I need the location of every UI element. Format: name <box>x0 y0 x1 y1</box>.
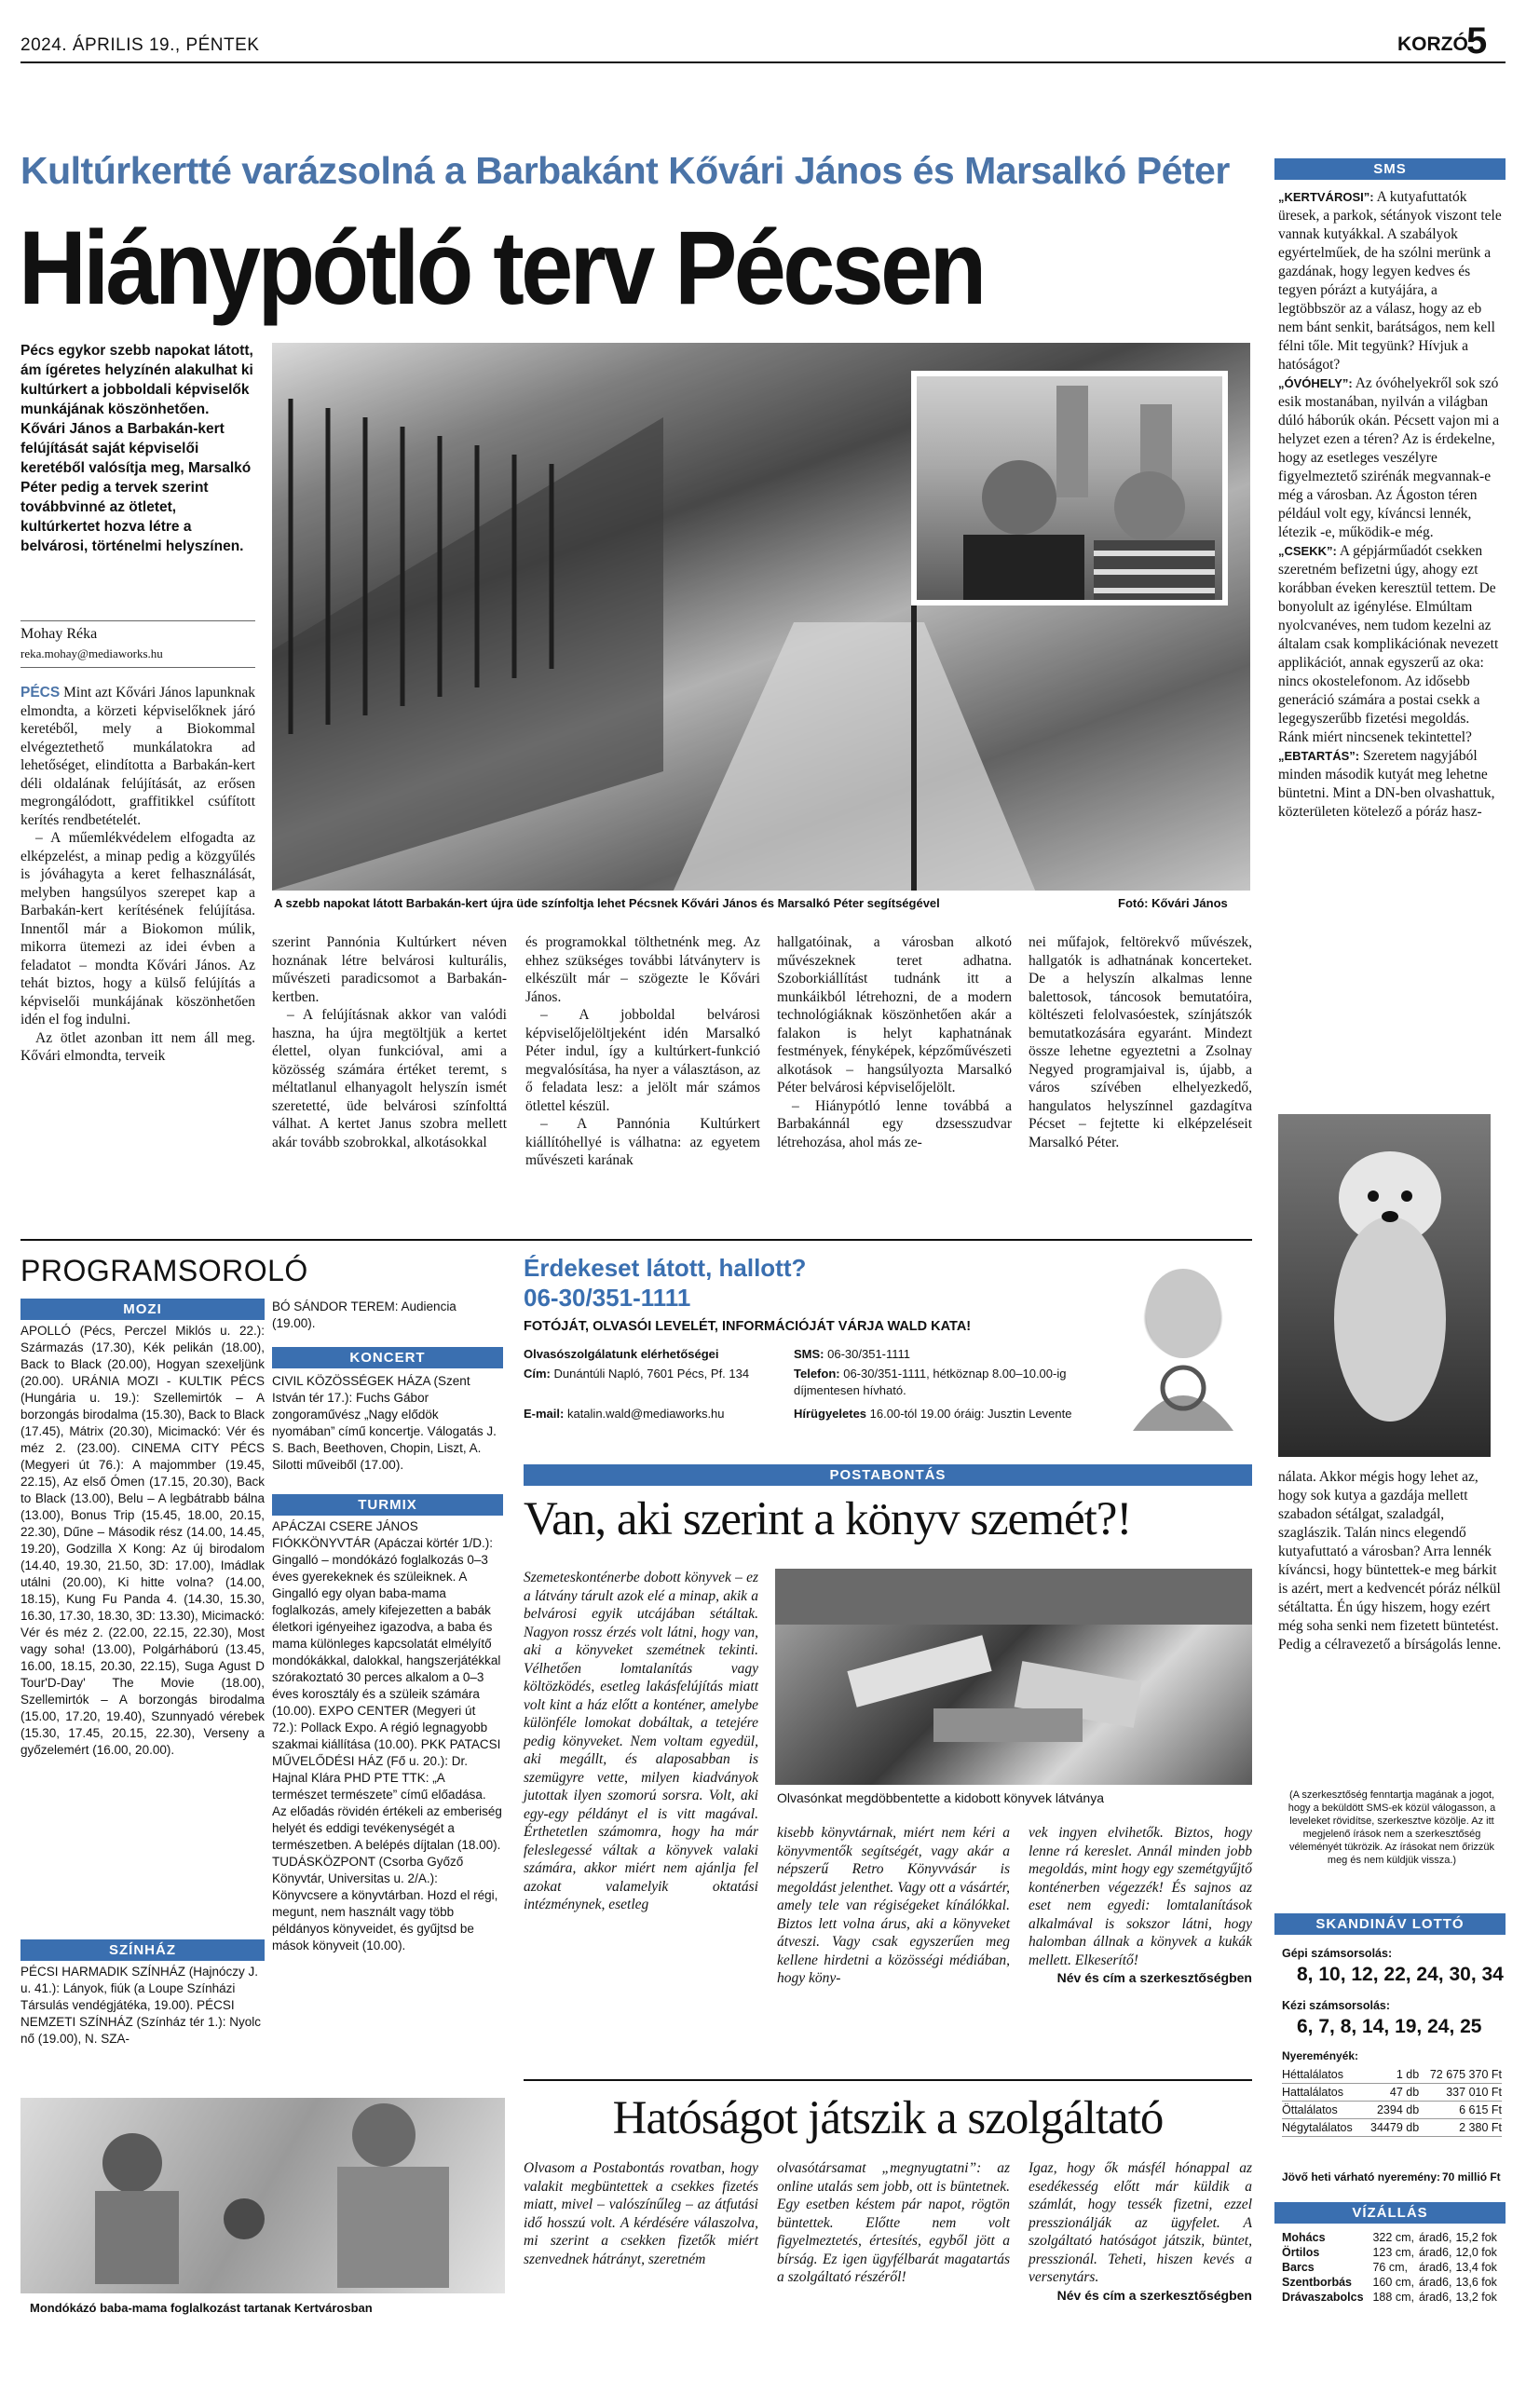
szinhaz-listing: PÉCSI HARMADIK SZÍNHÁZ (Hajnóczy J. u. 41.): Lányok, fiúk (a Loupe Színházi Társulás vendégjátéka, 19.00). PÉCSI NEMZETI SZÍNHÁZ (Színház tér 1.): Nyolc nő (19.00), N. SZA- <box>20 1965 262 2046</box>
lotto-prize: 6 615 Ft <box>1419 2102 1502 2119</box>
water-temp: 13,6 fok <box>1455 2276 1497 2289</box>
dateline: PÉCS <box>20 685 61 701</box>
water-place: Drávaszabolcs <box>1282 2291 1364 2304</box>
page-number: 5 <box>1466 20 1488 61</box>
sms-entry-tag: „CSEKK”: <box>1278 544 1337 558</box>
article-author-email: reka.mohay@mediaworks.hu <box>20 646 163 660</box>
babymama-photo <box>20 2098 505 2293</box>
wald-kata-portrait <box>1114 1248 1252 1431</box>
contact-tel-label: Telefon: <box>794 1367 840 1381</box>
article-col1-para2: – A műemlékvédelem elfogadta az elképzelést, a minap pedig a közgyűlés is jóváhagyta a keret felhasználását, melyben hangsúlyos szerepet kap a Barbakán-kert kerítésének felújítása. Innentől már a Biokomon múlik, mikorra ütemezi az idei évben a feladatot – mondta Kővári János. Az tehát biztos, hogy a külső felújítás a képviselői munkájának köszönhetően idén el fog indulni. <box>20 830 255 1027</box>
hatosag-column-1: Olvasom a Postabontás rovatban, hogy valakit megbüntettek a csekkes fizetés miatt, mivel – valószínűleg – az átfutási idő hosszú volt. A kérdésére válaszolva, mi szerint a csekken fizetők miért szenvednek hátrányt, szeretném <box>524 2160 758 2267</box>
contact-subtitle: FOTÓJÁT, OLVASÓI LEVELÉT, INFORMÁCIÓJÁT VÁRJA WALD KATA! <box>524 1319 972 1334</box>
contact-email-label: E-mail: <box>524 1407 565 1421</box>
sms-entry <box>1278 542 1502 747</box>
sms-continuation: nálata. Akkor mégis hogy lehet az, hogy sok kutya a gazdája mellett szabadon sétálgat, szaladgál, szaglászik. Talán nincs elegendő kutyafuttató a városban? Arra lennék kíváncsi, hogy büntettek-e meg bárkit is azért, mert a kedvencét póráz nélkül sétáltatta. Én úgy hiszem, hogy ezért még soha senki nem fizetett büntetést. Pedig a célravezető a bírságolás lenne. <box>1278 1469 1502 1653</box>
sms-entry <box>1278 374 1502 542</box>
postabontas-headline: Van, aki szerint a könyv szemét?! <box>524 1493 1132 1545</box>
sms-entry-tag: „KERTVÁROSI”: <box>1278 190 1374 204</box>
koncert-listing: CIVIL KÖZÖSSÉGEK HÁZA (Szent István tér 17.): Fuchs Gábor zongoraművész „Nagy elődök nyomában” című koncertje. Válogatás J. S. Bach, Beethoven, Chopin, Liszt, A. Silotti műveiből (17.00). <box>272 1374 497 1472</box>
contact-hotline-value: 16.00-tól 19.00 óráig: Jusztin Levente <box>869 1407 1072 1421</box>
sms-entry-text: Az óvóhelyekről sok szó esik mostanában, nyilván a világban dúló háborúk okán. Pécsett vajon mi a helyzet ezen a téren? Az is érdekelne, hogy az esetleges veszélyre figyelmeztető szirénák megvannak-e még a városban. Az Ágoston téren például volt egy, kíváncsi lennék, létezik -e, működik-e még. <box>1278 375 1500 540</box>
program-col2-top: BÓ SÁNDOR TEREM: Audiencia (19.00). <box>272 1299 456 1330</box>
lotto-hits: Héttalálatos <box>1282 2066 1363 2084</box>
mozi-header: MOZI <box>20 1299 265 1320</box>
main-photo-caption: A szebb napokat látott Barbakán-kert újra üde színfoltja lehet Pécsnek Kővári János és Marsalkó Péter segítségével <box>274 896 940 910</box>
contact-tel-value: 06-30/351-1111, hétköznap 8.00–10.00-ig díjmentesen hívható. <box>794 1367 1067 1397</box>
turmix-header: TURMIX <box>272 1494 503 1516</box>
water-trend: árad6, <box>1418 2231 1452 2244</box>
table-row <box>1282 2230 1502 2245</box>
article-col3-para3: – A Pannónia Kultúrkert kiállítóhellyé is válhatna: az egyetem művészeti karának <box>525 1116 760 1168</box>
lotto-prize: 2 380 Ft <box>1419 2119 1502 2137</box>
water-temp: 12,0 fok <box>1455 2246 1497 2259</box>
author-divider <box>20 667 255 668</box>
sms-column <box>1278 188 1502 822</box>
table-row <box>1282 2084 1502 2102</box>
article-column-3 <box>525 933 760 1170</box>
lotto-gepi-label: Gépi számsorsolás: <box>1282 1947 1393 1960</box>
hatosag-column-3 <box>1029 2159 1252 2305</box>
water-temp: 13,4 fok <box>1455 2261 1497 2274</box>
mozi-listing: APOLLÓ (Pécs, Perczel Miklós u. 22.): Származás (17.30), Kék pelikán (18.00), Back to Black (20.00), Hogyan szexeljünk (20.00). URÁNIA MOZI - KULTIK PÉCS (Hungária u. 19.): Szellemirtók – A borzongás birodalma (15.30), Back to Black (17.45), Mátrix (20.30), Micimackó: Vér és méz 2. (23.00). CINEMA CITY PÉCS (Megyeri út 76.): A majommber (19.45, 22.15), Az első Ómen (17.15, 20.30), Back to Black (13.00), Belu – A legbátrabb bálna (13.00), Bonus Trip (15.45, 18.00, 20.15, 22.30), Dűne – Második rész (14.00, 14.45, 19.20), Godzilla X Kong: Az új birodalom (14.40, 19.30, 21.50, 3D: 17.00), Imádlak utálni (20.00), Ki hitte volna? (14.00, 18.15), Kung Fu Panda 4. (14.30, 15.30, 16.30, 17.30, 18.30, 3D: 13.30), Micimackó: Vér és méz 2. (22.00, 22.15, 22.30), Most vagy soha! (13.00), Polgárháború (13.45, 16.00, 18.15, 20.30, 22.15), Suga Agust D Tour'D-Day' The Movie (18.00), Szellemirtók – A borzongás birodalma (15.00, 17.20, 19.40), Szunnyadó vérebek (15.30, 17.45, 20.15, 22.30), Verseny a győzelemért (16.00, 20.00). <box>20 1324 265 1757</box>
trash-books-photo <box>775 1569 1252 1785</box>
contact-sms-value: 06-30/351-1111 <box>827 1347 911 1361</box>
water-place: Barcs <box>1282 2261 1315 2274</box>
lotto-prize-label: Nyereményék: <box>1282 2049 1359 2062</box>
contact-sms-label: SMS: <box>794 1347 824 1361</box>
lotto-table <box>1282 2066 1502 2137</box>
contact-hotline-label: Hírügyeletes <box>794 1407 867 1421</box>
hatosag-column-2: olvasótársamat „megnyugtatni”: az online utalás sem jobb, ott is büntetnek. Egy esetben késtem pár napot, rögtön büntettek. Előtte nem volt figyelmeztetés, értesítés, egyből jött a bírság. Ez igen ügyfélbarát magatartás a szolgáltató részéről! <box>777 2160 1010 2285</box>
table-row <box>1282 2260 1502 2275</box>
hatosag-col3-text: Igaz, hogy ők másfél hónappal az esedékesség előtt már küldik a számlát, hogy tessék fizetni, ezzel presszionálják az ügyfelet. A szolgáltató hatóságot játszik, büntet, presszionál. Teheti, hiszen kevés a versenytárs. <box>1029 2160 1252 2285</box>
contact-email-value[interactable]: katalin.wald@mediaworks.hu <box>566 1407 725 1421</box>
sms-entry-text: A gépjárműadót csekken szeretném befizetni úgy, ahogy ezt korábban éveken keresztül tettem. De bonyolult az igénylése. Elmúltam nyolcvanéves, nem tudom kezelni az általam csak komplikációnak nevezett applikációt, annak egyszerű az oka: nincs okostelefonom. Az idősebb generáció számára a postai csekk a legegyszerűbb fizetési megoldás. Ránk miért nincsenek tekintettel? <box>1278 543 1499 745</box>
article-column-2 <box>272 933 507 1151</box>
article-col3-para2: – A jobboldal belvárosi képviselőjelöltjeként idén Marsalkó Péter indul, így a kultúrkert-funkció megvalósítása, ha nyer a választáson, az ő feladata lesz: a jelölt már számos ötlettel készül. <box>525 1007 760 1114</box>
lotto-hits: Négytalálatos <box>1282 2119 1363 2137</box>
article-col5-para1: nei műfajok, feltörekvő művészek, hallgatók is adhatnának koncerteket. De a helyszín alkalmas lenne balettosok, táncosok bemutatóira, költészeti felolvasóestek, színjátszók bemutatkozására egyaránt. Mindezt össze lehetne egyeztetni a Zsolnay Negyed programjaival is, újabb, a város szívében elhelyezkedő, hangulatos helyszínnel gazdagítva Pécset – fejtette ki elképzeléseit Marsalkó Péter. <box>1029 934 1252 1150</box>
contact-email <box>524 1407 725 1421</box>
turmix-listing: APÁCZAI CSERE JÁNOS FIÓKKÖNYVTÁR (Apáczai körtér 1/D.): Gingalló – mondókázó foglalkozás 0–3 éves gyerekeknek és szüleiknek. A Gingalló egy olyan baba-mama foglalkozás, amely kifejezetten a babák életkori igényeihez igazodva, a baba és mama különleges kapcsolatát elmélyítő mondókákkal, dalokkal, hangszerjátékkal szórakoztató 30 perces alkalom a 0–3 éves korosztály és a szüleik számára (10.00). EXPO CENTER (Megyeri út 72.): Pollack Expo. A régió legnagyobb szakmai kiállítása (10.00). PKK PATACSI MŰVELŐDÉSI HÁZ (Fő u. 20.): Dr. Hajnal Klára PHD PTE TTK: „A természet természete” című előadása. Az előadás rövidén értékeli az emberiség helyét és eddigi tevékenységét a természetben. A belépés díjtalan (18.00). TUDÁSKÖZPONT (Csorba Győző Könyvtár, Universitas u. 2/A.): Könyvcsere a könyvtárban. Hozd el régi, megunt, nem használt vagy több példányos könyveidet, és gyűjtsd be mások könyveit (10.00). <box>272 1519 502 1952</box>
portrait-illustration <box>1114 1248 1252 1431</box>
water-place: Szentborbás <box>1282 2276 1353 2289</box>
article-author: Mohay Réka <box>20 626 98 642</box>
trash-books-illustration <box>775 1569 1252 1785</box>
lotto-count: 34479 db <box>1363 2119 1419 2137</box>
hatosag-headline: Hatóságot játszik a szolgáltató <box>612 2092 1164 2144</box>
table-row <box>1282 2290 1502 2305</box>
water-trend: árad6, <box>1418 2291 1452 2304</box>
water-trend: árad6, <box>1418 2261 1452 2274</box>
water-place: Mohács <box>1282 2231 1326 2244</box>
contact-title: Érdekeset látott, hallott? <box>524 1254 807 1282</box>
table-row <box>1282 2245 1502 2260</box>
postabontas-signature: Név és cím a szerkesztőségben <box>1056 1970 1252 1985</box>
postabontas-col3-text: vek ingyen elvihetők. Biztos, hogy lenne rá kereslet. Annál minden jobb megoldás, mint hogy egy szemétgyűjtő konténerben végezzék! És sajnos az eset nem egyedi: lomtalanítások alkalmával is sokszor látni, hogy halomban állnak a könyvek a kukák mellett. Elkeserítő! <box>1029 1825 1252 1968</box>
sms-header: SMS <box>1274 158 1506 180</box>
section-divider <box>20 1239 1252 1241</box>
postabontas-header: POSTABONTÁS <box>524 1464 1252 1486</box>
babymama-illustration <box>20 2098 505 2293</box>
article-col4-para1: hallgatóinak, a városban alkotó művészeknek teret adhatna. Szoborkiállítást tudnánk itt a munkáikból létrehozni, de a modern technológiáknak köszönhetően akár a falakon is helyt kaphatnának festmények, fényképek, képzőművészeti alkotások – hangsúlyozta Marsalkó Péter belvárosi képviselőjelölt. <box>777 934 1012 1095</box>
water-level: 188 cm, <box>1372 2291 1414 2304</box>
water-trend: árad6, <box>1418 2246 1452 2259</box>
article-col1-para3: Az ötlet azonban itt nem áll meg. Kővári elmondta, terveik <box>20 1029 255 1064</box>
sms-entry <box>1278 188 1502 374</box>
article-col2-para2: – A felújításnak akkor van valódi haszna, ha újra megtöltjük a kertet élettel, olyan funkcióval, ami a közösség számára értéket teremt, s méltatlanul elhanyagolt helyszín ismét szeretetté, üde belvárosi színfolttá válhat. A kertet Janus szobra mellett akár tovább szobrokkal, alkotásokkal <box>272 1007 507 1150</box>
inset-photo-portraits <box>911 371 1228 605</box>
contact-address <box>524 1366 766 1382</box>
article-lead: Pécs egykor szebb napokat látott, ám ígéretes helyzínén alakulhat ki kultúrkert a jobboldali képviselők munkájának köszönhetően. Kővári János a Barbakán-kert felújítását saját képviselői keretéből valósítja meg, Marsalkó Péter pedig a tervek szerint továbbvinné az ötletet, kultúrkertet hozva létre a belvárosi, történelmi helyszínen. <box>20 343 253 554</box>
lotto-jackpot-label: Jövő heti várható nyeremény: <box>1282 2170 1441 2184</box>
postabontas-column-1: Szemeteskonténerbe dobott könyvek – ez a látvány tárult azok elé a minap, akik a belvárosi egyik utcájában sétáltak. Nagyon rossz érzés volt látni, hogy van, aki a könyveket szemétnek tekinti. Vélhetően lomtalanítás vagy költözködés, esetleg lakásfelújítás miatt volt kint a ház előtt a konténer, amelybe különféle lomokat dobáltak, a tetejére pedig könyveket. Nem voltam egyedül, aki megállt, és alaposabban is szemügyre vette, milyen kiadványok jutottak ilyen szomorú sorsra. Volt, aki egy-egy példányt el is vitt magával. Érthetetlen számomra, hogy ha már feleslegessé váltak a könyvek valaki számára, akkor miért nem ajánlja fel azokat valamelyik oktatási intézménynek, esetleg <box>524 1570 758 1912</box>
contact-availability: Olvasószolgálatunk elérhetőségei <box>524 1347 719 1361</box>
water-level: 322 cm, <box>1372 2231 1414 2244</box>
lotto-prize: 72 675 370 Ft <box>1419 2066 1502 2084</box>
masthead-date: 2024. ÁPRILIS 19., PÉNTEK <box>20 35 260 55</box>
sms-entry-tag: „ÓVÓHELY”: <box>1278 376 1353 390</box>
sms-disclaimer: (A szerkesztőség fenntartja magának a jogot, hogy a beküldött SMS-ek közül válogasson, a leveleket rövidítse, szerkesztve közölje. Az itt megjelenő írások nem a szerkesztőség véleményét tükrözik. Az írásokat nem őrizzük meg és nem küldjük vissza.) <box>1288 1789 1496 1866</box>
lotto-kezi-label: Kézi számsorsolás: <box>1282 1999 1391 2012</box>
lotto-jackpot-value: 70 millió Ft <box>1442 2170 1501 2184</box>
postabontas-column-2: kisebb könyvtárnak, miért nem kéri a könyvmentők segítségét, vagy akár a népszerű Retro Könyvvásár is megoldást jelenthet. Vagy ott a vásártér, amely tele van régiségeket kínálókkal. Biztos lett volna árus, aki a könyveket átveszi. Vagy csak egyszerűen meg kellene hirdetni a közösségi médiában, hogy köny- <box>777 1825 1010 1986</box>
lotto-kezi-numbers: 6, 7, 8, 14, 19, 24, 25 <box>1297 2016 1482 2037</box>
sms-entry-tag: „EBTARTÁS”: <box>1278 749 1360 763</box>
lotto-hits: Öttalálatos <box>1282 2102 1363 2119</box>
table-row <box>1282 2275 1502 2290</box>
table-row <box>1282 2066 1502 2084</box>
water-level: 160 cm, <box>1372 2276 1414 2289</box>
water-place: Örtilos <box>1282 2246 1320 2259</box>
article-kicker: Kultúrkertté varázsolná a Barbakánt Kővári János és Marsalkó Péter <box>20 149 1230 192</box>
water-temp: 15,2 fok <box>1455 2231 1497 2244</box>
lotto-count: 47 db <box>1363 2084 1419 2102</box>
article-column-5 <box>1029 933 1252 1151</box>
lotto-gepi-numbers: 8, 10, 12, 22, 24, 30, 34 <box>1297 1964 1504 1985</box>
contact-phone: 06-30/351-1111 <box>524 1284 691 1312</box>
water-level: 123 cm, <box>1372 2246 1414 2259</box>
inset-photo-illustration <box>917 376 1222 600</box>
trash-books-caption: Olvasónkat megdöbbentette a kidobott könyvek látványa <box>777 1790 1104 1805</box>
contact-address-label: Cím: <box>524 1367 551 1381</box>
table-row <box>1282 2102 1502 2119</box>
lotto-header: SKANDINÁV LOTTÓ <box>1274 1913 1506 1935</box>
lotto-hits: Hattalálatos <box>1282 2084 1363 2102</box>
water-header: VÍZÁLLÁS <box>1274 2202 1506 2224</box>
water-level: 76 cm, <box>1372 2261 1408 2274</box>
dog-illustration <box>1278 1114 1491 1457</box>
hatosag-signature: Név és cím a szerkesztőségben <box>1056 2287 1252 2303</box>
sms-entry-text: Szeretem nagyjából minden második kutyát meg lehetne büntetni. Mint a DN-ben olvashattuk, közterületen kötelező a póráz hasz- <box>1278 748 1495 820</box>
masthead-rule <box>20 61 1506 63</box>
dog-photo <box>1278 1114 1491 1457</box>
masthead-section: KORZÓ <box>1397 34 1468 55</box>
contact-sms <box>794 1347 910 1361</box>
babymama-caption: Mondókázó baba-mama foglalkozást tartanak Kertvárosban <box>30 2301 373 2315</box>
contact-phone-info <box>794 1366 1073 1399</box>
article-headline: Hiánypótló terv Pécsen <box>19 210 984 326</box>
article-col4-para2: – Hiánypótló lenne továbbá a Barbakánnál egy dzsesszudvar létrehozása, ahol más ze- <box>777 1097 1012 1150</box>
table-row <box>1282 2119 1502 2137</box>
water-trend: árad6, <box>1418 2276 1452 2289</box>
water-temp: 13,2 fok <box>1455 2291 1497 2304</box>
koncert-header: KONCERT <box>272 1347 503 1368</box>
lotto-count: 1 db <box>1363 2066 1419 2084</box>
lotto-prize: 337 010 Ft <box>1419 2084 1502 2102</box>
article-col2-para1: szerint Pannónia Kultúrkert néven hoznának létre belvárosi kulturális, művészeti paradicsomot a Barbakán-kertben. <box>272 934 507 1005</box>
sms-entry <box>1278 747 1502 822</box>
lead-divider <box>20 620 255 621</box>
program-title: PROGRAMSOROLÓ <box>20 1254 308 1287</box>
szinhaz-header: SZÍNHÁZ <box>20 1939 265 1961</box>
postabontas-column-3 <box>1029 1824 1252 1988</box>
hatosag-divider <box>524 2079 1252 2081</box>
lotto-count: 2394 db <box>1363 2102 1419 2119</box>
article-col3-para1: és programokkal tölthetnénk meg. Az ehhez szükséges további látványterv is elkészült már – szögezte le Kővári János. <box>525 934 760 1005</box>
contact-hotline <box>794 1407 1129 1421</box>
article-col1-text: Mint azt Kővári János lapunknak elmondta, a körzeti képviselőknek járó keretéből, mely a Biokommal elvégeztethető munkálatokra ad lehetőséget, elindította a Barbakán-kert déli oldalának felújítását, az erősen megrongálódott, graffitikkel csúfított kerítés rendbetételét. <box>20 685 255 828</box>
article-column-1 <box>20 684 255 1066</box>
main-photo-credit: Fotó: Kővári János <box>1118 896 1228 910</box>
article-column-4 <box>777 933 1012 1151</box>
sms-entry-text: A kutyafuttatók üresek, a parkok, sétányok viszont tele vannak kutyákkal. A szabályok egyértelműek, de ha szólni merünk a gazdának, hogy legyen kedves és tegyen pórázt a kutyájára, a legtöbbször az a válasz, hogy az eb nem bánt senkit, barátságos, nem kell félni tőle. Mit tegyünk? Hívjuk a hatóságot? <box>1278 189 1502 373</box>
water-table <box>1282 2230 1502 2305</box>
contact-address-value: Dunántúli Napló, 7601 Pécs, Pf. 134 <box>553 1367 750 1381</box>
